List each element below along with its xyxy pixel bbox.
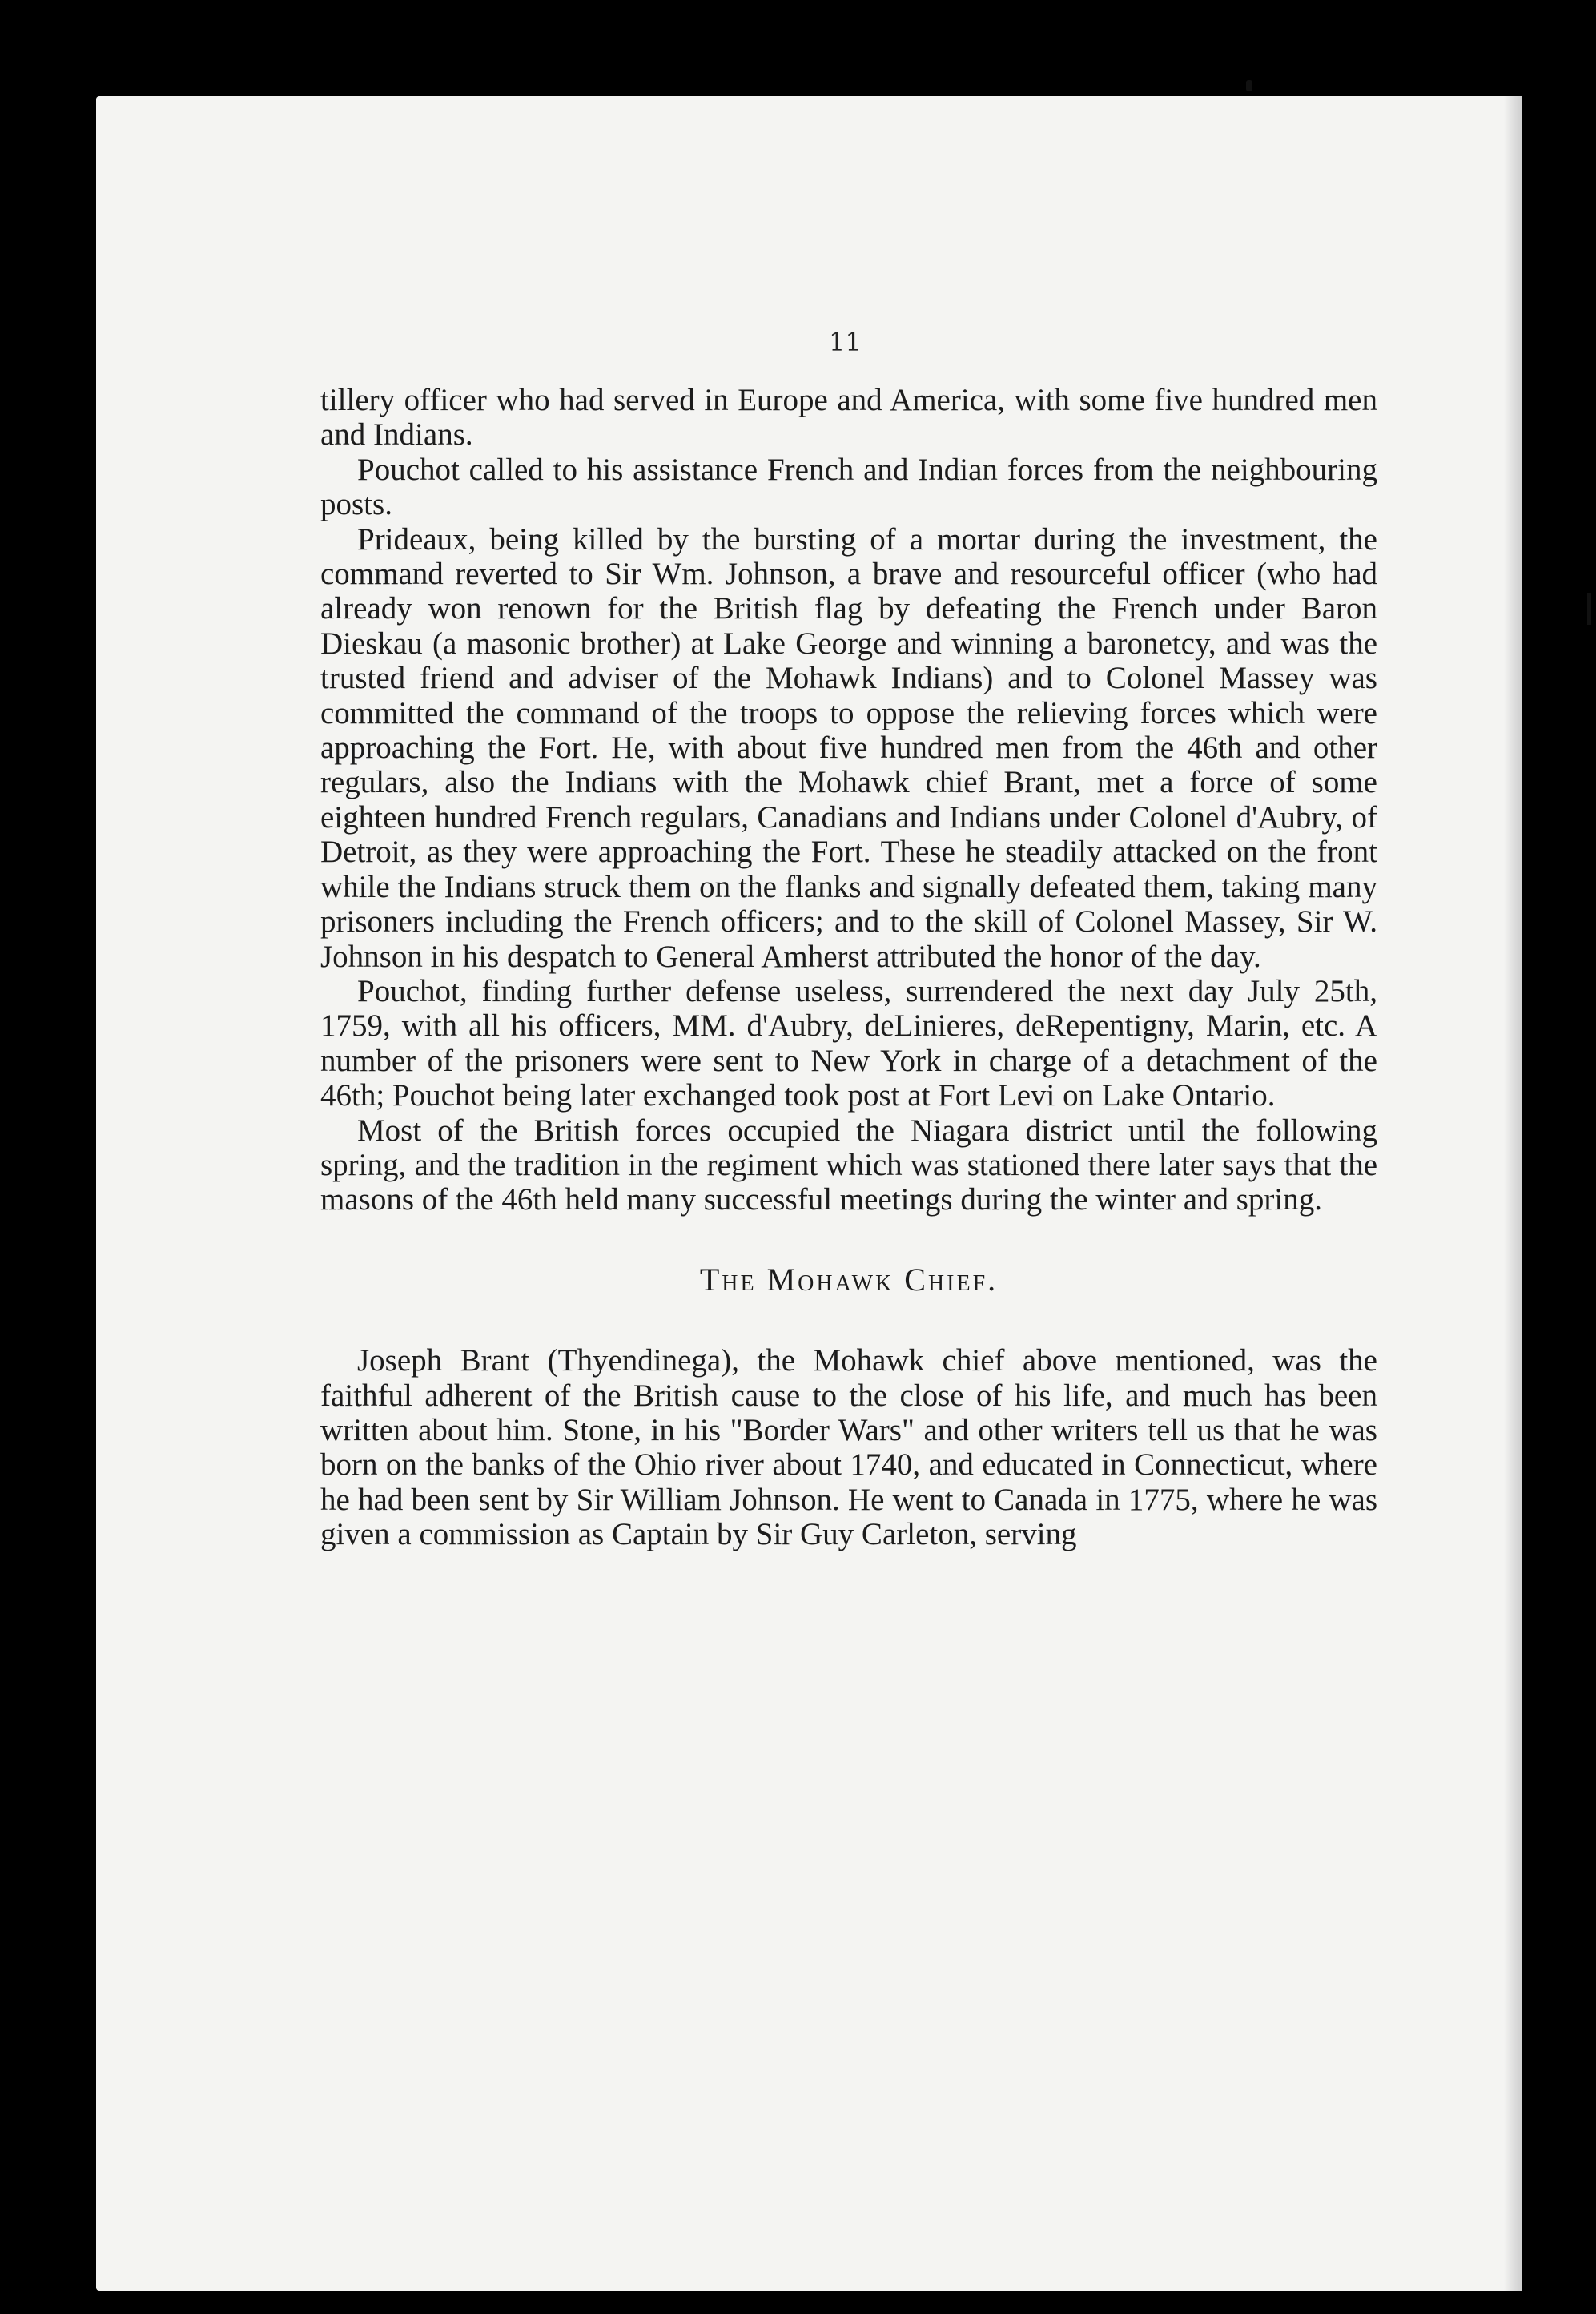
scan-speck <box>1246 80 1252 91</box>
page-edge-shadow <box>1504 96 1522 2291</box>
scan-speck <box>1587 593 1591 625</box>
page-number: 11 <box>829 327 862 357</box>
paragraph-surrender: Pouchot, finding further defense useless, surrendered the next day July 25th, 1759, with all his officers, MM. d'Aubry, deLinieres, deRepentigny, Marin, etc. A number of the prisoners were sent to New York in charge of a detachment of the 46th; Pouchot being later exchanged took post at Fort Levi on Lake Ontario. <box>320 973 1377 1113</box>
paragraph-joseph-brant: Joseph Brant (Thyendinega), the Mohawk chief above mentioned, was the faithful adherent of the British cause to the close of his life, and much has been written about him. Stone, in his "Border Wars" and other writers tell us that he was born on the banks of the Ohio river about 1740, and educated in Connecticut, where he had been sent by Sir William Johnson. He went to Canada in 1775, where he was given a commission as Captain by Sir Guy Carleton, serving <box>320 1343 1377 1552</box>
paragraph-continuation: tillery officer who had served in Europe and America, with some five hundred men and Indians. <box>320 383 1377 453</box>
book-page <box>96 96 1522 2291</box>
body-text <box>320 383 1377 1552</box>
paragraph-prideaux: Prideaux, being killed by the bursting of a mortar during the investment, the command reverted to Sir Wm. Johnson, a brave and resourceful officer (who had already won renown for the British flag by defeating the French under Baron Dieskau (a masonic brother) at Lake George and winning a baronetcy, and was the trusted friend and adviser of the Mohawk Indians) and to Colonel Massey was committed the command of the troops to oppose the relieving forces which were approaching the Fort. He, with about five hundred men from the 46th and other regulars, also the Indians with the Mohawk chief Brant, met a force of some eighteen hundred French regulars, Canadians and Indians under Colonel d'Aubry, of Detroit, as they were approaching the Fort. These he steadily attacked on the front while the Indians struck them on the flanks and signally defeated them, taking many prisoners including the French officers; and to the skill of Colonel Massey, Sir W. Johnson in his despatch to General Amherst attributed the honor of the day. <box>320 521 1377 974</box>
paragraph-pouchot-assistance: Pouchot called to his assistance French and Indian forces from the neighbouring posts. <box>320 452 1377 522</box>
section-heading: The Mohawk Chief. <box>699 1261 999 1298</box>
paragraph-niagara-district: Most of the British forces occupied the Niagara district until the following spring, and the tradition in the regiment which was stationed there later says that the masons of the 46th held many successful meetings during the winter and spring. <box>320 1113 1377 1217</box>
